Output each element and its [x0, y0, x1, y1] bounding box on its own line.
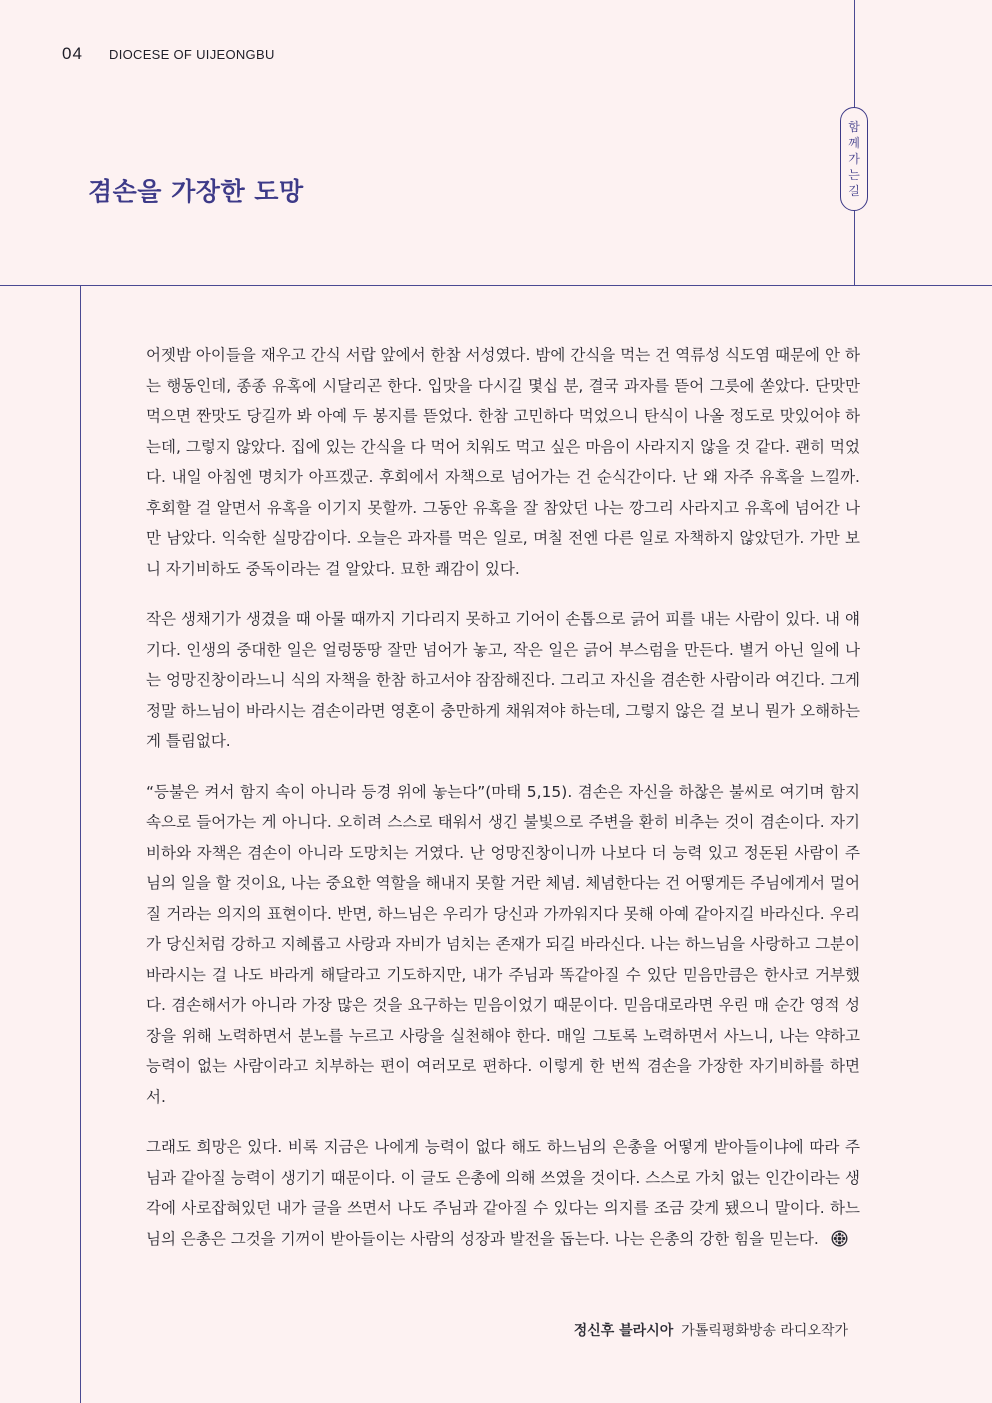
article-body — [146, 340, 860, 1274]
paragraph: 작은 생채기가 생겼을 때 아물 때까지 기다리지 못하고 기어이 손톱으로 긁어 피를 내는 사람이 있다. 내 얘기다. 인생의 중대한 일은 얼렁뚱땅 잘만 넘어가 놓고, 작은 일은 긁어 부스럼을 만든다. 별거 아닌 일에 나는 엉망진창이라느니 식의 자책을 한참 하고서야 잠잠해진다. 그리고 자신을 겸손한 사람이라 여긴다. 그게 정말 하느님이 바라시는 겸손이라면 영혼이 충만하게 채워져야 하는데, 그렇지 않은 걸 보니 뭔가 오해하는 게 틀림없다. — [146, 610, 860, 750]
left-vertical-rule — [80, 285, 81, 1403]
author-credit — [574, 1320, 848, 1340]
paragraph: 어젯밤 아이들을 재우고 간식 서랍 앞에서 한참 서성였다. 밤에 간식을 먹는 건 역류성 식도염 때문에 안 하는 행동인데, 종종 유혹에 시달리곤 한다. 입맛을 다시길 몇십 분, 결국 과자를 뜯어 그릇에 쏟았다. 단맛만 먹으면 짠맛도 당길까 봐 아예 두 봉지를 뜯었다. 한참 고민하다 먹었으니 탄식이 나올 정도로 맛있어야 하는데, 그렇지 않았다. 집에 있는 간식을 다 먹어 치워도 먹고 싶은 마음이 사라지지 않을 것 같다. 괜히 먹었다. 내일 아침엔 명치가 아프겠군. 후회에서 자책으로 넘어가는 건 순식간이다. 난 왜 자주 유혹을 느낄까. 후회할 걸 알면서 유혹을 이기지 못할까. 그동안 유혹을 잘 참았던 나는 깡그리 사라지고 유혹에 넘어간 나만 남았다. 익숙한 실망감이다. 오늘은 과자를 먹은 일로, 며칠 전엔 다른 일로 자책하지 않았던가. 가만 보니 자기비하도 중독이라는 걸 알았다. 묘한 쾌감이 있다. — [146, 346, 860, 578]
paragraph — [146, 1132, 860, 1254]
ornament-end-icon — [831, 1230, 848, 1247]
author-name: 정신후 블라시아 — [573, 1323, 674, 1339]
section-tab-char: 함 — [848, 120, 860, 134]
paragraph-text: 그래도 희망은 있다. 비록 지금은 나에게 능력이 없다 해도 하느님의 은총을 어떻게 받아들이냐에 따라 주님과 같아질 능력이 생기기 때문이다. 이 글도 은총에 의해 쓰였을 것이다. 스스로 가치 없는 인간이라는 생각에 사로잡혀있던 내가 글을 쓰면서 나도 주님과 같아질 수 있다는 의지를 조금 갖게 됐으니 말이다. 하느님의 은총은 그것을 기꺼이 받아들이는 사람의 성장과 발전을 돕는다. 나는 은총의 강한 힘을 믿는다. — [146, 1138, 860, 1248]
section-tab-char: 께 — [848, 136, 860, 150]
publication-name: DIOCESE OF UIJEONGBU — [109, 47, 275, 62]
section-tab-char: 가 — [848, 152, 860, 166]
horizontal-rule — [0, 285, 992, 286]
paragraph: “등불은 켜서 함지 속이 아니라 등경 위에 놓는다”(마태 5,15). 겸손은 자신을 하찮은 불씨로 여기며 함지 속으로 들어가는 게 아니다. 오히려 스스로 태워서 생긴 불빛으로 주변을 환히 비추는 것이 겸손이다. 자기비하와 자책은 겸손이 아니라 도망치는 거였다. 난 엉망진창이니까 나보다 더 능력 있고 정돈된 사람이 주님의 일을 할 것이요, 나는 중요한 역할을 해내지 못할 거란 체념. 체념한다는 건 어떻게든 주님에게서 멀어질 거라는 의지의 표현이다. 반면, 하느님은 우리가 당신과 가까워지다 못해 아예 같아지길 바라신다. 우리가 당신처럼 강하고 지혜롭고 사랑과 자비가 넘치는 존재가 되길 바라신다. 나는 하느님을 사랑하고 그분이 바라시는 걸 나도 바라게 해달라고 기도하지만, 내가 주님과 똑같아질 수 있단 믿음만큼은 한사코 거부했다. 겸손해서가 아니라 가장 많은 것을 요구하는 믿음이었기 때문이다. 믿음대로라면 우린 매 순간 영적 성장을 위해 노력하면서 분노를 누르고 사랑을 실천해야 한다. 매일 그토록 노력하면서 사느니, 나는 약하고 능력이 없는 사람이라고 치부하는 편이 여러모로 편하다. 이렇게 한 번씩 겸손을 가장한 자기비하를 하면서. — [146, 782, 860, 1106]
author-role: 가톨릭평화방송 라디오작가 — [681, 1323, 848, 1339]
page-number: 04 — [62, 44, 83, 63]
section-tab-char: 길 — [848, 184, 860, 198]
section-tab — [840, 107, 868, 211]
section-tab-char: 는 — [848, 168, 860, 182]
article-title: 겸손을 가장한 도망 — [88, 177, 304, 206]
